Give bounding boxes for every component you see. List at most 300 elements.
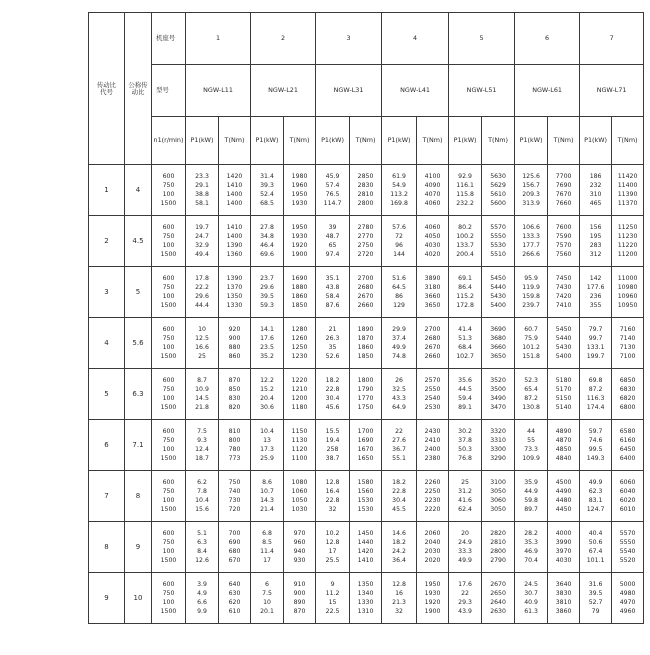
cell-value: 2650 xyxy=(490,590,506,597)
power-values-2 xyxy=(251,522,284,573)
torque-header-2: T(Nm) xyxy=(284,117,316,165)
cell-value: 6.8 xyxy=(262,530,272,537)
cell-value: 900 xyxy=(228,335,241,342)
cell-value: 96 xyxy=(395,242,403,249)
frame-7: 7 xyxy=(580,13,644,65)
torque-values-7 xyxy=(612,165,644,216)
power-values-7 xyxy=(580,216,612,267)
cell-value: 55 xyxy=(527,437,536,444)
cell-value: 8.7 xyxy=(197,377,207,384)
cell-value: 2020 xyxy=(424,557,441,564)
cell-value: 89.1 xyxy=(458,404,472,411)
cell-value: 850 xyxy=(228,386,241,393)
cell-value: 22.5 xyxy=(325,608,340,615)
cell-value: 130.8 xyxy=(522,404,540,411)
speed-values xyxy=(152,471,186,522)
cell-value: 89.7 xyxy=(524,506,538,513)
power-values-6 xyxy=(515,318,548,369)
cell-value: 64.9 xyxy=(392,404,406,411)
torque-values-2 xyxy=(284,471,316,522)
torque-values-3 xyxy=(350,369,382,420)
cell-value: 9 xyxy=(330,581,335,588)
torque-header-3: T(Nm) xyxy=(350,117,382,165)
cell-value: 17.6 xyxy=(260,335,274,342)
cell-value: 1080 xyxy=(291,479,308,486)
cell-value: 870 xyxy=(293,608,306,615)
cell-value: 6400 xyxy=(619,455,636,462)
cell-value: 172.8 xyxy=(456,302,474,309)
cell-value: 1350 xyxy=(226,293,243,300)
cell-value: 7430 xyxy=(555,284,572,291)
cell-value: 7450 xyxy=(555,275,572,282)
cell-value: 860 xyxy=(228,353,241,360)
cell-value: 2700 xyxy=(424,326,441,333)
cell-value: 21.4 xyxy=(260,506,274,513)
cell-value: 4060 xyxy=(424,200,441,207)
cell-value: 5610 xyxy=(490,191,506,198)
cell-value: 2810 xyxy=(490,539,506,546)
torque-values-5 xyxy=(482,318,515,369)
torque-values-6 xyxy=(548,573,580,624)
torque-values-6 xyxy=(548,165,580,216)
cell-value: 1420 xyxy=(357,548,374,555)
cell-value: 4890 xyxy=(555,428,572,435)
cell-value: 830 xyxy=(228,395,241,402)
cell-value: 43.3 xyxy=(392,395,406,402)
cell-value: 1500 xyxy=(160,404,177,411)
cell-value: 3520 xyxy=(490,377,506,384)
cell-value: 62.3 xyxy=(588,488,603,495)
cell-value: 11420 xyxy=(617,173,638,180)
power-values-3 xyxy=(316,573,350,624)
model-6: NGW-L61 xyxy=(515,65,580,117)
cell-value: 4030 xyxy=(424,242,441,249)
cell-value: 5520 xyxy=(619,557,636,564)
cell-value: 730 xyxy=(228,497,241,504)
cell-value: 95.9 xyxy=(524,275,538,282)
cell-value: 16.6 xyxy=(195,344,209,351)
cell-value: 1530 xyxy=(357,506,374,513)
cell-value: 6.2 xyxy=(197,479,207,486)
power-values-7 xyxy=(580,573,612,624)
cell-value: 99.7 xyxy=(588,335,603,342)
cell-value: 59.4 xyxy=(458,395,472,402)
cell-value: 4.9 xyxy=(197,590,207,597)
cell-value: 2220 xyxy=(424,506,441,513)
cell-value: 2030 xyxy=(424,548,441,555)
cell-value: 4090 xyxy=(424,182,441,189)
cell-value: 62.4 xyxy=(458,506,472,513)
cell-value: 1920 xyxy=(424,599,441,606)
cell-value: 22.8 xyxy=(325,386,340,393)
cell-value: 30.7 xyxy=(524,590,538,597)
cell-value: 17.8 xyxy=(195,275,209,282)
cell-value: 3310 xyxy=(490,437,506,444)
cell-value: 4960 xyxy=(619,608,636,615)
cell-value: 11370 xyxy=(617,200,638,207)
cell-value: 37.8 xyxy=(458,437,472,444)
cell-value: 44 xyxy=(527,428,536,435)
cell-value: 57.4 xyxy=(325,182,340,189)
power-values-4 xyxy=(382,165,417,216)
cell-value: 7560 xyxy=(555,251,572,258)
cell-value: 27.8 xyxy=(260,224,274,231)
cell-value: 1860 xyxy=(291,293,308,300)
cell-value: 10 xyxy=(198,326,206,333)
cell-value: 39 xyxy=(328,224,337,231)
power-header-1: P1(kW) xyxy=(186,117,219,165)
cell-value: 5440 xyxy=(490,284,506,291)
ratio-code: 9 xyxy=(89,573,125,624)
cell-value: 151.8 xyxy=(522,353,540,360)
table-row xyxy=(89,369,644,420)
cell-value: 870 xyxy=(228,377,241,384)
cell-value: 18.7 xyxy=(195,455,209,462)
cell-value: 11200 xyxy=(617,251,638,258)
spec-table-page xyxy=(88,12,643,624)
cell-value: 1420 xyxy=(226,173,243,180)
cell-value: 5540 xyxy=(619,548,636,555)
cell-value: 142 xyxy=(589,275,602,282)
nominal-ratio: 5 xyxy=(125,267,152,318)
cell-value: 750 xyxy=(162,488,175,495)
cell-value: 6 xyxy=(265,581,269,588)
power-values-1 xyxy=(186,471,219,522)
cell-value: 3650 xyxy=(424,302,441,309)
cell-value: 1670 xyxy=(357,446,374,453)
cell-value: 87.6 xyxy=(325,302,340,309)
frame-1: 1 xyxy=(186,13,251,65)
cell-value: 7590 xyxy=(555,233,572,240)
frame-5: 5 xyxy=(449,13,515,65)
cell-value: 2670 xyxy=(357,293,374,300)
cell-value: 5450 xyxy=(490,275,506,282)
cell-value: 6.3 xyxy=(197,539,207,546)
nominal-ratio: 7.1 xyxy=(125,420,152,471)
cell-value: 129 xyxy=(393,302,405,309)
power-values-7 xyxy=(580,420,612,471)
torque-values-5 xyxy=(482,471,515,522)
cell-value: 6160 xyxy=(619,437,636,444)
cell-value: 1500 xyxy=(160,455,177,462)
cell-value: 810 xyxy=(228,428,241,435)
torque-header-7: T(Nm) xyxy=(612,117,644,165)
cell-value: 2850 xyxy=(357,173,374,180)
cell-value: 232.2 xyxy=(456,200,474,207)
cell-value: 52.7 xyxy=(588,599,603,606)
cell-value: 30.2 xyxy=(458,428,472,435)
cell-value: 3860 xyxy=(555,608,572,615)
cell-value: 239.7 xyxy=(522,302,540,309)
speed-values xyxy=(152,165,186,216)
cell-value: 3810 xyxy=(555,599,572,606)
cell-value: 24.5 xyxy=(524,581,538,588)
cell-value: 11000 xyxy=(617,275,638,282)
model-4: NGW-L41 xyxy=(382,65,449,117)
power-values-4 xyxy=(382,420,417,471)
cell-value: 41.4 xyxy=(458,326,472,333)
model-5: NGW-L51 xyxy=(449,65,515,117)
cell-value: 16.4 xyxy=(325,488,340,495)
power-header-3: P1(kW) xyxy=(316,117,350,165)
torque-values-7 xyxy=(612,573,644,624)
cell-value: 2770 xyxy=(357,233,374,240)
cell-value: 114.7 xyxy=(323,200,342,207)
cell-value: 15.2 xyxy=(260,386,274,393)
cell-value: 1850 xyxy=(357,353,374,360)
cell-value: 750 xyxy=(162,437,175,444)
cell-value: 25.5 xyxy=(325,557,340,564)
torque-values-7 xyxy=(612,216,644,267)
torque-values-4 xyxy=(417,318,449,369)
power-values-2 xyxy=(251,471,284,522)
cell-value: 10960 xyxy=(617,293,638,300)
torque-values-2 xyxy=(284,522,316,573)
cell-value: 1560 xyxy=(357,488,374,495)
torque-values-4 xyxy=(417,267,449,318)
speed-values xyxy=(152,369,186,420)
power-values-6 xyxy=(515,369,548,420)
cell-value: 22 xyxy=(461,590,469,597)
torque-values-6 xyxy=(548,471,580,522)
torque-values-1 xyxy=(219,216,251,267)
cell-value: 313.9 xyxy=(522,200,540,207)
cell-value: 3050 xyxy=(490,506,506,513)
cell-value: 680 xyxy=(228,548,241,555)
cell-value: 266.6 xyxy=(522,251,540,258)
nominal-ratio: 4.5 xyxy=(125,216,152,267)
cell-value: 39.5 xyxy=(260,293,274,300)
torque-header-5: T(Nm) xyxy=(482,117,515,165)
cell-value: 43.8 xyxy=(325,284,340,291)
cell-value: 39.5 xyxy=(588,590,603,597)
cell-value: 1400 xyxy=(226,200,243,207)
cell-value: 750 xyxy=(228,479,241,486)
torque-values-5 xyxy=(482,420,515,471)
cell-value: 70.4 xyxy=(524,557,538,564)
cell-value: 19.7 xyxy=(195,224,209,231)
torque-values-4 xyxy=(417,165,449,216)
cell-value: 99.5 xyxy=(588,446,603,453)
torque-values-4 xyxy=(417,369,449,420)
cell-value: 720 xyxy=(228,506,241,513)
cell-value: 106.6 xyxy=(522,224,540,231)
cell-value: 43.9 xyxy=(458,608,472,615)
cell-value: 74.6 xyxy=(588,437,603,444)
cell-value: 1450 xyxy=(357,530,374,537)
cell-value: 1900 xyxy=(291,251,308,258)
power-values-5 xyxy=(449,471,482,522)
torque-values-3 xyxy=(350,267,382,318)
cell-value: 3470 xyxy=(490,404,506,411)
cell-value: 65.4 xyxy=(524,386,538,393)
cell-value: 1220 xyxy=(291,377,308,384)
cell-value: 68.4 xyxy=(458,344,472,351)
torque-header-6: T(Nm) xyxy=(548,117,580,165)
cell-value: 5000 xyxy=(619,581,636,588)
cell-value: 37.4 xyxy=(392,335,406,342)
cell-value: 11220 xyxy=(617,242,638,249)
cell-value: 1030 xyxy=(291,506,308,513)
cell-value: 38.8 xyxy=(195,191,209,198)
speed-header: n1(r/min) xyxy=(152,117,186,165)
torque-values-6 xyxy=(548,522,580,573)
cell-value: 4870 xyxy=(555,437,572,444)
torque-values-6 xyxy=(548,420,580,471)
cell-value: 4840 xyxy=(555,455,572,462)
cell-value: 4480 xyxy=(555,497,572,504)
cell-value: 690 xyxy=(228,539,241,546)
power-values-4 xyxy=(382,216,417,267)
cell-value: 24.2 xyxy=(392,548,406,555)
power-values-7 xyxy=(580,522,612,573)
cell-value: 2550 xyxy=(424,386,441,393)
power-values-2 xyxy=(251,420,284,471)
cell-value: 2780 xyxy=(357,224,374,231)
cell-value: 10 xyxy=(263,599,271,606)
speed-values xyxy=(152,267,186,318)
cell-value: 60.7 xyxy=(524,326,538,333)
power-values-6 xyxy=(515,267,548,318)
cell-value: 25 xyxy=(461,479,469,486)
cell-value: 144 xyxy=(393,251,405,258)
cell-value: 310 xyxy=(589,191,602,198)
cell-value: 620 xyxy=(228,599,241,606)
cell-value: 880 xyxy=(228,344,241,351)
cell-value: 600 xyxy=(162,173,175,180)
torque-values-6 xyxy=(548,369,580,420)
table-row xyxy=(89,165,644,216)
table-row xyxy=(89,318,644,369)
cell-value: 45.6 xyxy=(325,404,340,411)
torque-values-5 xyxy=(482,165,515,216)
cell-value: 8.6 xyxy=(262,479,272,486)
cell-value: 1870 xyxy=(357,335,374,342)
cell-value: 45.9 xyxy=(325,173,340,180)
cell-value: 5430 xyxy=(555,344,572,351)
cell-value: 29.1 xyxy=(195,182,209,189)
cell-value: 44.5 xyxy=(458,386,472,393)
cell-value: 900 xyxy=(293,590,306,597)
cell-value: 10.4 xyxy=(260,428,274,435)
power-header-2: P1(kW) xyxy=(251,117,284,165)
frame-label: 机座号 xyxy=(152,13,186,65)
cell-value: 312 xyxy=(589,251,602,258)
cell-value: 26 xyxy=(395,377,403,384)
cell-value: 1060 xyxy=(291,488,308,495)
cell-value: 30.4 xyxy=(325,395,340,402)
cell-value: 7100 xyxy=(619,353,636,360)
cell-value: 2800 xyxy=(490,548,506,555)
cell-value: 64.5 xyxy=(392,284,406,291)
cell-value: 2530 xyxy=(424,404,441,411)
cell-value: 41.6 xyxy=(458,497,472,504)
cell-value: 2670 xyxy=(490,581,506,588)
cell-value: 30.6 xyxy=(260,404,274,411)
cell-value: 780 xyxy=(228,446,241,453)
cell-value: 46.9 xyxy=(524,548,538,555)
power-values-3 xyxy=(316,318,350,369)
cell-value: 2040 xyxy=(424,539,441,546)
cell-value: 116.3 xyxy=(586,395,605,402)
cell-value: 9.9 xyxy=(197,608,207,615)
cell-value: 1050 xyxy=(291,497,308,504)
cell-value: 1800 xyxy=(357,377,374,384)
cell-value: 750 xyxy=(162,335,175,342)
cell-value: 35.3 xyxy=(524,539,538,546)
torque-values-1 xyxy=(219,522,251,573)
cell-value: 4850 xyxy=(555,446,572,453)
cell-value: 12.6 xyxy=(195,557,209,564)
cell-value: 750 xyxy=(162,233,175,240)
cell-value: 1390 xyxy=(226,242,243,249)
power-values-3 xyxy=(316,471,350,522)
cell-value: 59.7 xyxy=(588,428,603,435)
cell-value: 101.2 xyxy=(522,344,540,351)
cell-value: 10.7 xyxy=(260,488,274,495)
cell-value: 21 xyxy=(328,326,337,333)
cell-value: 1700 xyxy=(357,428,374,435)
power-values-1 xyxy=(186,267,219,318)
table-row xyxy=(89,420,644,471)
cell-value: 51.3 xyxy=(458,335,472,342)
cell-value: 20 xyxy=(461,530,469,537)
cell-value: 23.3 xyxy=(195,173,209,180)
cell-value: 5570 xyxy=(490,224,506,231)
cell-value: 22 xyxy=(395,428,403,435)
power-values-7 xyxy=(580,267,612,318)
torque-values-4 xyxy=(417,522,449,573)
power-values-5 xyxy=(449,216,482,267)
cell-value: 133.3 xyxy=(522,233,540,240)
cell-value: 48.7 xyxy=(325,233,340,240)
cell-value: 169.8 xyxy=(390,200,408,207)
torque-values-1 xyxy=(219,165,251,216)
cell-value: 18.2 xyxy=(392,479,406,486)
power-values-5 xyxy=(449,420,482,471)
power-values-2 xyxy=(251,369,284,420)
table-row xyxy=(89,522,644,573)
cell-value: 600 xyxy=(162,581,175,588)
cell-value: 3660 xyxy=(490,344,506,351)
power-values-4 xyxy=(382,369,417,420)
cell-value: 5170 xyxy=(555,386,572,393)
frame-4: 4 xyxy=(382,13,449,65)
cell-value: 1150 xyxy=(291,428,308,435)
power-values-6 xyxy=(515,573,548,624)
cell-value: 125.6 xyxy=(522,173,540,180)
cell-value: 1950 xyxy=(424,581,441,588)
cell-value: 4050 xyxy=(424,233,441,240)
cell-value: 1650 xyxy=(357,455,374,462)
cell-value: 1900 xyxy=(424,608,441,615)
cell-value: 750 xyxy=(162,539,175,546)
cell-value: 7600 xyxy=(555,224,572,231)
power-values-3 xyxy=(316,165,350,216)
cell-value: 236 xyxy=(589,293,602,300)
cell-value: 9.3 xyxy=(197,437,207,444)
cell-value: 97.4 xyxy=(325,251,340,258)
cell-value: 69.1 xyxy=(458,275,472,282)
cell-value: 5400 xyxy=(490,302,506,309)
cell-value: 1580 xyxy=(357,479,374,486)
cell-value: 4970 xyxy=(619,599,636,606)
torque-values-1 xyxy=(219,573,251,624)
cell-value: 12.8 xyxy=(392,581,406,588)
cell-value: 5629 xyxy=(490,182,506,189)
cell-value: 209.3 xyxy=(522,191,540,198)
cell-value: 46.4 xyxy=(260,242,274,249)
